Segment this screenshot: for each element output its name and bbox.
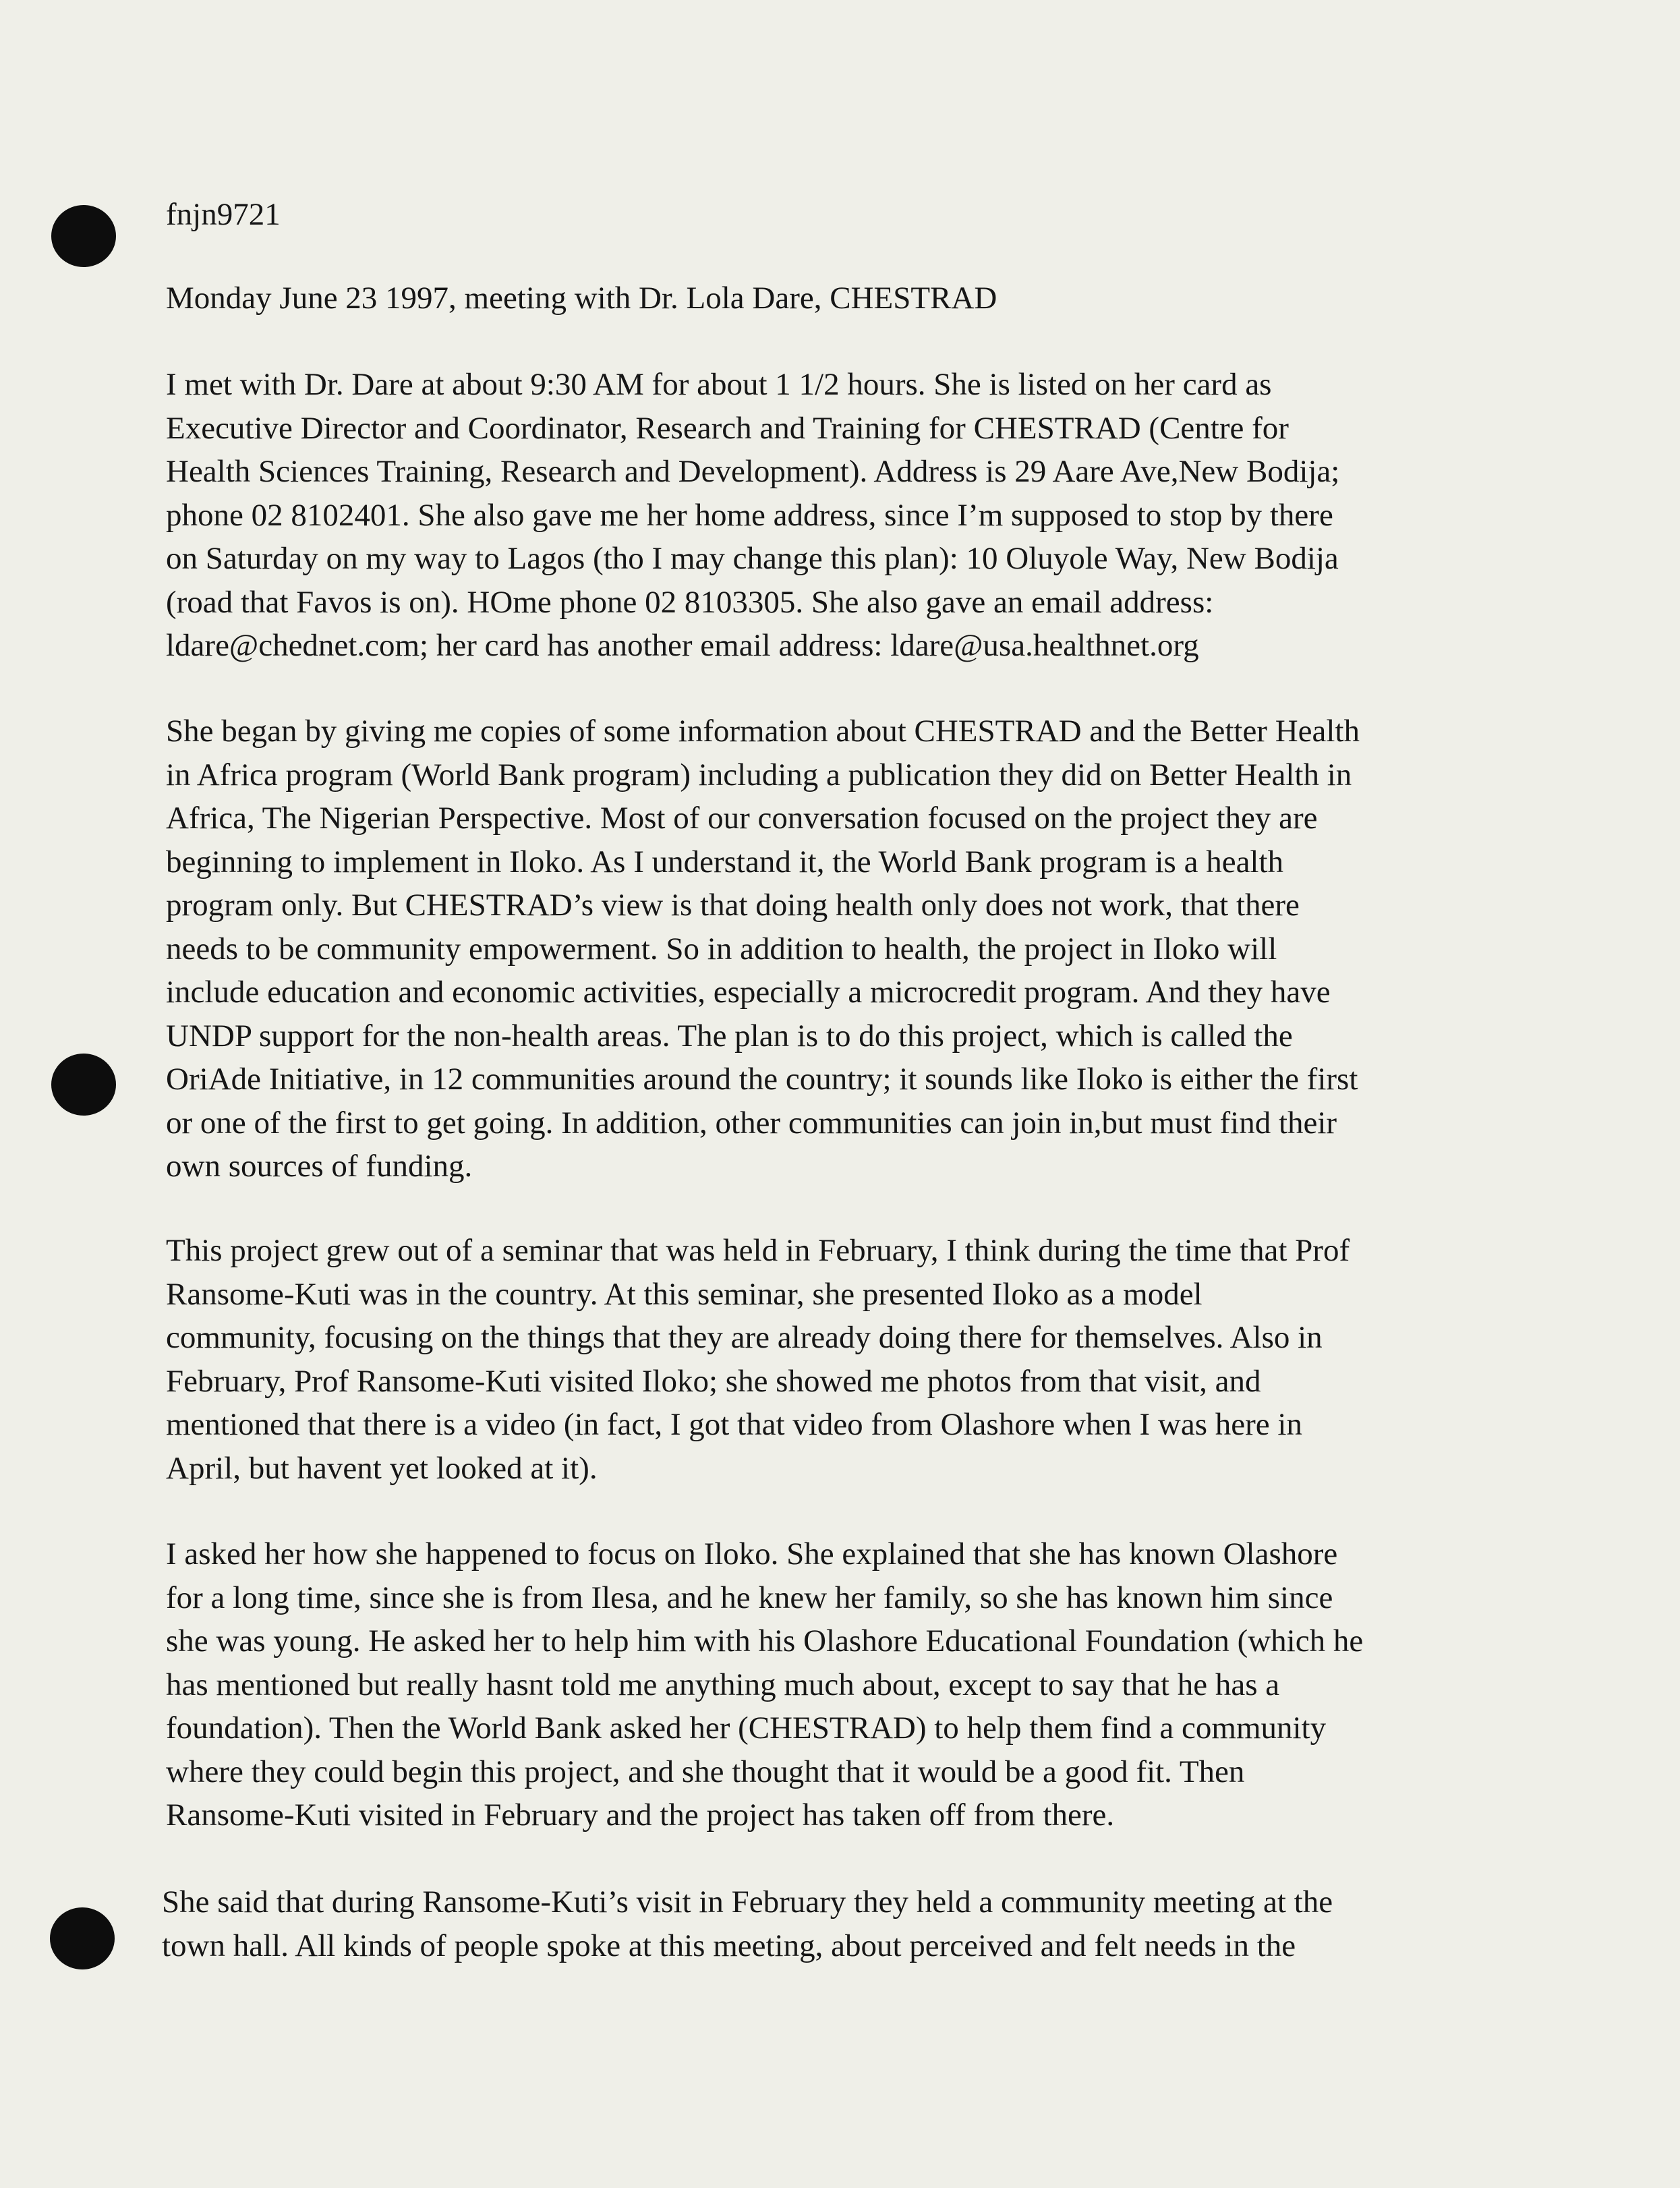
paragraph-line: needs to be community empowerment. So in addition to health, the project in Iloko will — [166, 931, 1277, 967]
paragraph-line: foundation). Then the World Bank asked her (CHESTRAD) to help them find a community — [166, 1710, 1327, 1746]
paragraph-line: ldare@chednet.com; her card has another email address: ldare@usa.healthnet.org — [166, 628, 1199, 663]
document-id: fnjn9721 — [166, 197, 281, 232]
paragraph-line: OriAde Initiative, in 12 communities around the country; it sounds like Iloko is either the first — [166, 1062, 1358, 1097]
paragraph-line: town hall. All kinds of people spoke at this meeting, about perceived and felt needs in the — [162, 1928, 1296, 1963]
paragraph-line: Ransome-Kuti was in the country. At this seminar, she presented Iloko as a model — [166, 1276, 1203, 1312]
punch-hole-bottom — [50, 1907, 115, 1969]
paragraph-line: for a long time, since she is from Ilesa, and he knew her family, so she has known him since — [166, 1580, 1333, 1615]
paragraph-line: mentioned that there is a video (in fact, I got that video from Olashore when I was here in — [166, 1407, 1302, 1442]
paragraph-1 — [166, 363, 1339, 668]
paragraph-line: in Africa program (World Bank program) including a publication they did on Better Health in — [166, 757, 1352, 793]
paragraph-line: community, focusing on the things that they are already doing there for themselves. Also in — [166, 1320, 1323, 1355]
paragraph-line: She began by giving me copies of some information about CHESTRAD and the Better Health — [166, 714, 1360, 749]
paragraph-line: April, but havent yet looked at it). — [166, 1450, 598, 1486]
paragraph-4 — [166, 1532, 1363, 1837]
paragraph-3 — [166, 1229, 1350, 1490]
paragraph-line: Executive Director and Coordinator, Research and Training for CHESTRAD (Centre for — [166, 410, 1289, 446]
paragraph-2 — [166, 710, 1360, 1188]
paragraph-line: beginning to implement in Iloko. As I understand it, the World Bank program is a health — [166, 844, 1284, 880]
paragraph-line: UNDP support for the non-health areas. The plan is to do this project, which is called the — [166, 1018, 1293, 1054]
paragraph-line: has mentioned but really hasnt told me anything much about, except to say that he has a — [166, 1667, 1280, 1702]
paragraph-line: phone 02 8102401. She also gave me her home address, since I’m supposed to stop by there — [166, 497, 1333, 533]
paragraph-line: or one of the first to get going. In addition, other communities can join in,but must find their — [166, 1105, 1337, 1141]
paragraph-line: where they could begin this project, and she thought that it would be a good fit. Then — [166, 1754, 1245, 1789]
paragraph-line: I asked her how she happened to focus on Iloko. She explained that she has known Olashore — [166, 1536, 1338, 1572]
paragraph-5 — [162, 1880, 1333, 1967]
paragraph-line: Ransome-Kuti visited in February and the project has taken off from there. — [166, 1797, 1115, 1833]
paragraph-line: Health Sciences Training, Research and Development). Address is 29 Aare Ave,New Bodija; — [166, 454, 1340, 489]
paragraph-line: I met with Dr. Dare at about 9:30 AM for about 1 1/2 hours. She is listed on her card as — [166, 367, 1272, 402]
paragraph-line: program only. But CHESTRAD’s view is that doing health only does not work, that there — [166, 888, 1300, 923]
paragraph-line: February, Prof Ransome-Kuti visited Iloko; she showed me photos from that visit, and — [166, 1363, 1261, 1399]
paragraph-line: (road that Favos is on). HOme phone 02 8103305. She also gave an email address: — [166, 584, 1214, 620]
paragraph-line: She said that during Ransome-Kuti’s visit in February they held a community meeting at the — [162, 1884, 1333, 1920]
punch-hole-middle — [51, 1054, 116, 1116]
document-heading: Monday June 23 1997, meeting with Dr. Lola Dare, CHESTRAD — [166, 281, 997, 316]
paragraph-line: include education and economic activities, especially a microcredit program. And they have — [166, 975, 1331, 1010]
paragraph-line: she was young. He asked her to help him with his Olashore Educational Foundation (which he — [166, 1623, 1364, 1659]
paragraph-line: Africa, The Nigerian Perspective. Most of our conversation focused on the project they are — [166, 801, 1318, 836]
paragraph-line: own sources of funding. — [166, 1149, 473, 1184]
paragraph-line: on Saturday on my way to Lagos (tho I may change this plan): 10 Oluyole Way, New Bodija — [166, 541, 1339, 576]
punch-hole-top — [51, 205, 116, 267]
paragraph-line: This project grew out of a seminar that was held in February, I think during the time that Prof — [166, 1233, 1350, 1268]
